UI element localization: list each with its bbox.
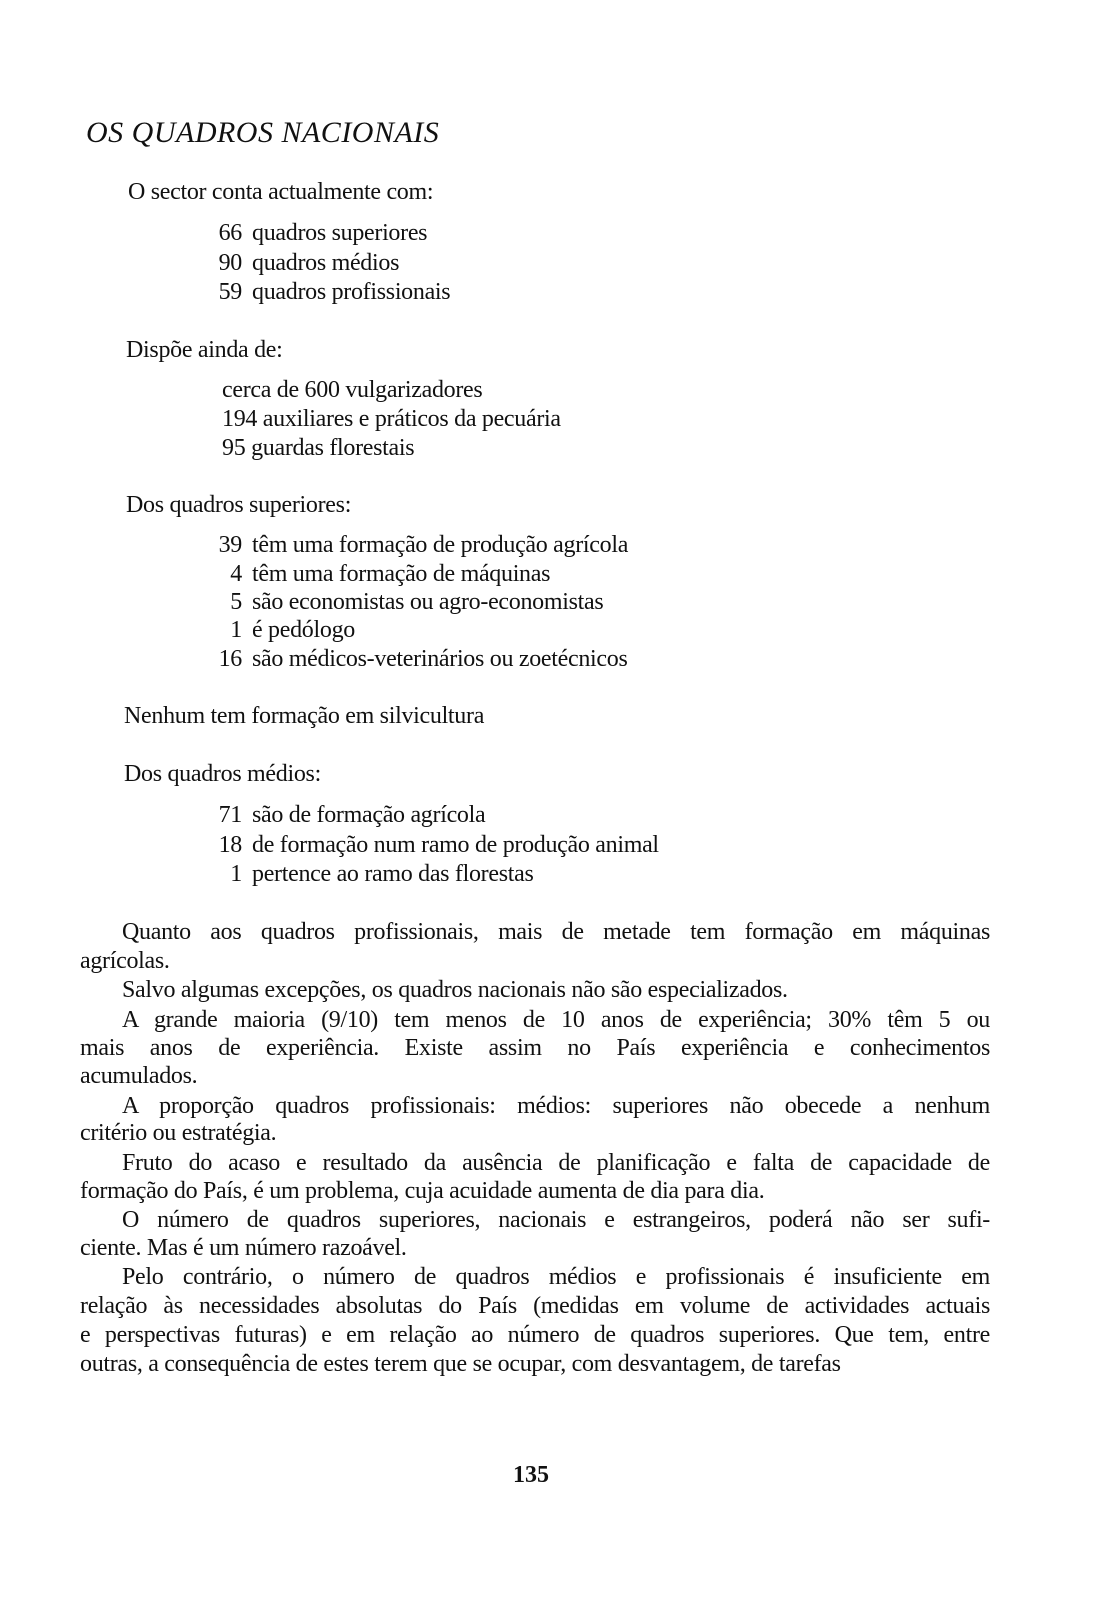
item-text: 95 guardas florestais <box>222 435 415 461</box>
paragraph-line: ciente. Mas é um número razoável. <box>80 1235 407 1261</box>
item-count: 71 <box>218 802 242 828</box>
item-count: 18 <box>218 832 242 858</box>
section-heading: Dispõe ainda de: <box>126 337 283 363</box>
item-text: têm uma formação de produção agrícola <box>252 532 629 558</box>
list-item <box>212 588 603 617</box>
item-text: é pedólogo <box>252 617 355 643</box>
paragraph-line: Quanto aos quadros profissionais, mais de metade tem formação em máquinas <box>122 919 990 945</box>
list-item <box>212 249 399 278</box>
item-count: 39 <box>218 532 242 558</box>
list-item <box>222 434 414 463</box>
section-heading: Dos quadros médios: <box>124 761 321 787</box>
item-text: são de formação agrícola <box>252 802 486 828</box>
page-number: 135 <box>513 1462 549 1488</box>
item-count: 5 <box>230 589 242 615</box>
item-count: 66 <box>218 220 242 246</box>
section-heading: Nenhum tem formação em silvicultura <box>124 703 485 729</box>
paragraph-line: e perspectivas futuras) e em relação ao número de quadros superiores. Que tem, entre <box>80 1322 990 1348</box>
item-count: 16 <box>218 646 242 672</box>
paragraph-line: O número de quadros superiores, nacionais e estrangeiros, poderá não ser sufi- <box>122 1207 990 1233</box>
list-item <box>222 376 482 405</box>
page-title: OS QUADROS NACIONAIS <box>86 116 440 149</box>
paragraph-line: acumulados. <box>80 1063 198 1089</box>
item-text: pertence ao ramo das florestas <box>252 861 534 887</box>
paragraph-line: mais anos de experiência. Existe assim no País experiência e conhecimentos <box>80 1035 990 1061</box>
paragraph-line: Salvo algumas excepções, os quadros nacionais não são especializados. <box>122 977 788 1003</box>
list-item <box>212 645 628 674</box>
paragraph-line: relação às necessidades absolutas do País (medidas em volume de actividades actuais <box>80 1293 990 1319</box>
list-item <box>212 860 534 889</box>
item-text: quadros médios <box>252 250 400 276</box>
list-item <box>212 801 485 830</box>
paragraph-line: A proporção quadros profissionais: médios: superiores não obecede a nenhum <box>122 1093 990 1119</box>
section-heading: O sector conta actualmente com: <box>128 179 434 205</box>
list-item <box>212 278 450 307</box>
list-item <box>222 405 561 434</box>
item-count: 1 <box>230 861 242 887</box>
item-text: de formação num ramo de produção animal <box>252 832 659 858</box>
paragraph-line: agrícolas. <box>80 948 170 974</box>
paragraph-line: Fruto do acaso e resultado da ausência de planificação e falta de capacidade de <box>122 1150 990 1176</box>
item-text: são médicos-veterinários ou zoetécnicos <box>252 646 628 672</box>
list-item <box>212 219 427 248</box>
item-count: 59 <box>218 279 242 305</box>
paragraph-line: outras, a consequência de estes terem que se ocupar, com desvantagem, de tarefas <box>80 1351 841 1377</box>
section-heading: Dos quadros superiores: <box>126 492 352 518</box>
item-text: cerca de 600 vulgarizadores <box>222 377 483 403</box>
item-text: 194 auxiliares e práticos da pecuária <box>222 406 561 432</box>
item-text: quadros superiores <box>252 220 428 246</box>
item-count: 1 <box>230 617 242 643</box>
list-item <box>212 616 355 645</box>
item-text: têm uma formação de máquinas <box>252 561 551 587</box>
item-count: 4 <box>230 561 242 587</box>
list-item <box>212 531 628 560</box>
item-text: são economistas ou agro-economistas <box>252 589 604 615</box>
item-text: quadros profissionais <box>252 279 451 305</box>
paragraph-line: critério ou estratégia. <box>80 1120 277 1146</box>
paragraph-line: A grande maioria (9/10) tem menos de 10 anos de experiência; 30% têm 5 ou <box>122 1007 990 1033</box>
paragraph-line: formação do País, é um problema, cuja acuidade aumenta de dia para dia. <box>80 1178 765 1204</box>
list-item <box>212 831 659 860</box>
item-count: 90 <box>218 250 242 276</box>
list-item <box>212 560 550 589</box>
paragraph-line: Pelo contrário, o número de quadros médios e profissionais é insuficiente em <box>122 1264 990 1290</box>
